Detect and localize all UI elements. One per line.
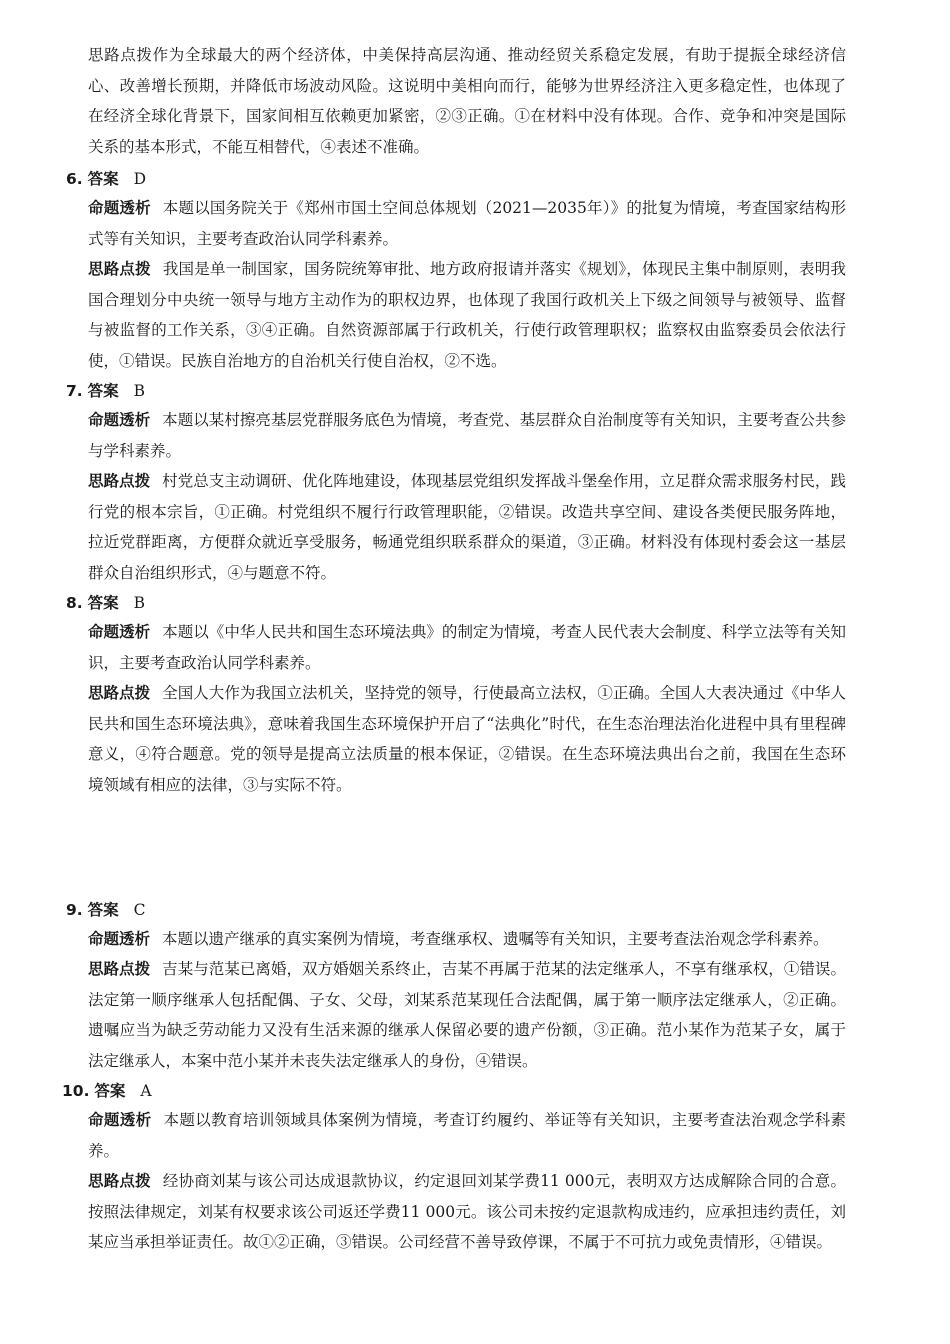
q5-thinking-block bbox=[88, 40, 846, 162]
q10-analysis-text: 本题以教育培训领域具体案例为情境，考查订约履约、举证等有关知识，主要考查法治观念学科素养。 bbox=[88, 1111, 846, 1160]
q6-thinking-label: 思路点拨 bbox=[88, 260, 151, 278]
q9-number: 9. bbox=[66, 901, 83, 919]
q8-thinking-text: 全国人大作为我国立法机关，坚持党的领导，行使最高立法权，①正确。全国人大表决通过《中华人民共和国生态环境法典》，意味着我国生态环境保护开启了“法典化”时代，在生态治理法治化进程中具有里程碑意义，④符合题意。党的领导是提高立法质量的根本保证，②错误。在生态环境法典出台之前，我国在生态环境领域有相应的法律，③与实际不符。 bbox=[88, 684, 846, 794]
q6-answer-line bbox=[66, 168, 146, 190]
q6-answer: D bbox=[133, 170, 147, 188]
q6-thinking-block bbox=[88, 254, 846, 376]
q9-analysis-text: 本题以遗产继承的真实案例为情境，考查继承权、遗嘱等有关知识，主要考查法治观念学科素养。 bbox=[162, 930, 829, 948]
q6-number: 6. bbox=[66, 170, 83, 188]
q6-analysis-text: 本题以国务院关于《郑州市国土空间总体规划（2021—2035年）》的批复为情境，考查国家结构形式等有关知识，主要考查政治认同学科素养。 bbox=[88, 199, 846, 248]
q6-thinking-text: 我国是单一制国家，国务院统筹审批、地方政府报请并落实《规划》，体现民主集中制原则，表明我国合理划分中央统一领导与地方主动作为的职权边界，也体现了我国行政机关上下级之间领导与被领导、监督与被监督的工作关系，③④正确。自然资源部属于行政机关，行使行政管理职权；监察权由监察委员会依法行使，①错误。民族自治地方的自治机关行使自治权，②不选。 bbox=[88, 260, 846, 370]
q10-thinking-label: 思路点拨 bbox=[88, 1172, 151, 1190]
q9-thinking-block bbox=[88, 954, 846, 1076]
q7-analysis-block bbox=[88, 405, 846, 466]
q8-analysis-label: 命题透析 bbox=[88, 623, 151, 641]
q8-answer-label: 答案 bbox=[87, 594, 119, 612]
q10-answer-label: 答案 bbox=[94, 1082, 126, 1100]
q9-thinking-text: 吉某与范某已离婚，双方婚姻关系终止，吉某不再属于范某的法定继承人，不享有继承权，①错误。法定第一顺序继承人包括配偶、子女、父母，刘某系范某现任合法配偶，属于第一顺序法定继承人，②正确。遗嘱应当为缺乏劳动能力又没有生活来源的继承人保留必要的遗产份额，③正确。范小某作为范某子女，属于法定继承人，本案中范小某并未丧失法定继承人的身份，④错误。 bbox=[88, 960, 846, 1070]
q10-thinking-text: 经协商刘某与该公司达成退款协议，约定退回刘某学费11 000元，表明双方达成解除合同的合意。按照法律规定，刘某有权要求该公司返还学费11 000元。该公司未按约定退款构成违约，应承担违约责任，刘某应当承担举证责任。故①②正确，③错误。公司经营不善导致停课，不属于不可抗力或免责情形，④错误。 bbox=[88, 1172, 846, 1251]
q9-thinking-label: 思路点拨 bbox=[88, 960, 151, 978]
q7-thinking-block bbox=[88, 466, 846, 588]
q7-analysis-label: 命题透析 bbox=[88, 411, 151, 429]
q8-analysis-text: 本题以《中华人民共和国生态环境法典》的制定为情境，考查人民代表大会制度、科学立法等有关知识，主要考查政治认同学科素养。 bbox=[88, 623, 846, 672]
q7-answer-line bbox=[66, 380, 145, 402]
q7-answer: B bbox=[133, 382, 145, 400]
q7-analysis-text: 本题以某村擦亮基层党群服务底色为情境，考查党、基层群众自治制度等有关知识，主要考查公共参与学科素养。 bbox=[88, 411, 846, 460]
q10-answer: A bbox=[140, 1082, 152, 1100]
q6-analysis-block bbox=[88, 193, 846, 254]
q7-thinking-label: 思路点拨 bbox=[88, 472, 151, 490]
q6-answer-label: 答案 bbox=[87, 170, 119, 188]
q8-number: 8. bbox=[66, 594, 83, 612]
q9-answer-label: 答案 bbox=[87, 901, 119, 919]
q8-analysis-block bbox=[88, 617, 846, 678]
q9-answer-line bbox=[66, 899, 145, 921]
q5-thinking-label: 思路点拨 bbox=[88, 46, 153, 64]
q8-answer: B bbox=[133, 594, 145, 612]
q7-answer-label: 答案 bbox=[87, 382, 119, 400]
q7-thinking-text: 村党总支主动调研、优化阵地建设，体现基层党组织发挥战斗堡垒作用，立足群众需求服务村民，践行党的根本宗旨，①正确。村党组织不履行行政管理职能，②错误。改造共享空间、建设各类便民服务阵地，拉近党群距离，方便群众就近享受服务，畅通党组织联系群众的渠道，③正确。材料没有体现村委会这一基层群众自治组织形式，④与题意不符。 bbox=[88, 472, 846, 582]
q5-thinking-text: 作为全球最大的两个经济体，中美保持高层沟通、推动经贸关系稳定发展，有助于提振全球经济信心、改善增长预期，并降低市场波动风险。这说明中美相向而行，能够为世界经济注入更多稳定性，也体现了在经济全球化背景下，国家间相互依赖更加紧密，②③正确。①在材料中没有体现。合作、竞争和冲突是国际关系的基本形式，不能互相替代，④表述不准确。 bbox=[88, 46, 846, 156]
q9-analysis-block bbox=[88, 924, 846, 955]
q7-number: 7. bbox=[66, 382, 83, 400]
q8-thinking-block bbox=[88, 678, 846, 800]
q9-analysis-label: 命题透析 bbox=[88, 930, 151, 948]
q10-thinking-block bbox=[88, 1166, 846, 1258]
q10-analysis-block bbox=[88, 1105, 846, 1166]
q9-answer: C bbox=[133, 901, 146, 919]
q8-answer-line bbox=[66, 592, 145, 614]
q10-analysis-label: 命题透析 bbox=[88, 1111, 152, 1129]
q10-answer-line bbox=[62, 1080, 152, 1102]
q8-thinking-label: 思路点拨 bbox=[88, 684, 151, 702]
q6-analysis-label: 命题透析 bbox=[88, 199, 151, 217]
q10-number: 10. bbox=[62, 1082, 90, 1100]
